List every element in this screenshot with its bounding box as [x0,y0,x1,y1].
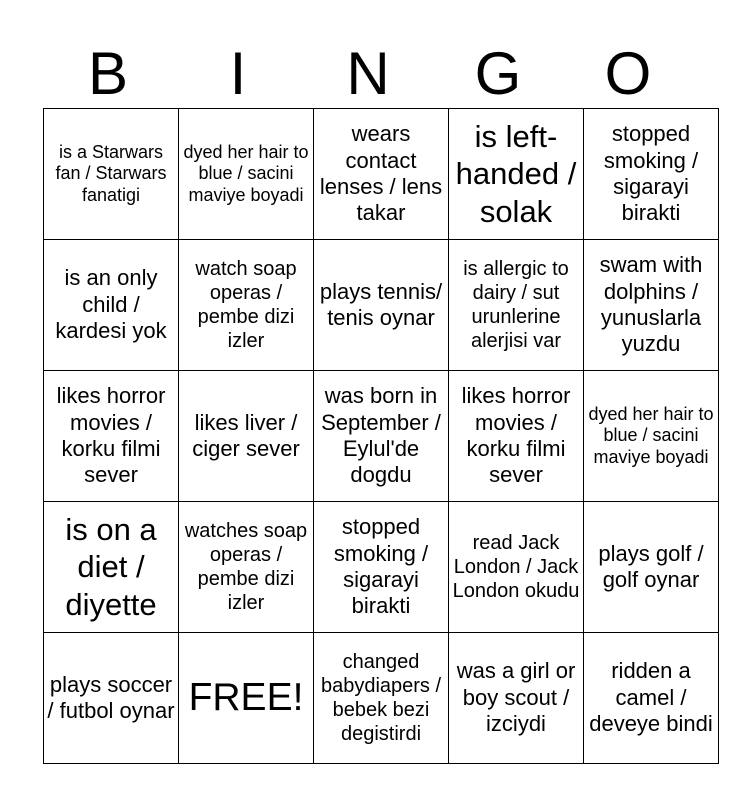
bingo-cell[interactable]: stopped smoking / sigarayi birakti [314,502,449,633]
card-row [44,633,719,764]
bingo-cell[interactable]: is a Starwars fan / Starwars fanatigi [44,109,179,240]
header-letter-i: I [229,40,247,107]
bingo-cell[interactable]: is left-handed / solak [449,109,584,240]
card-row [44,240,719,371]
bingo-cell[interactable]: wears contact lenses / lens takar [314,109,449,240]
bingo-header [43,40,693,108]
bingo-cell[interactable]: is on a diet / diyette [44,502,179,633]
bingo-cell[interactable]: likes horror movies / korku filmi sever [44,371,179,502]
bingo-cell[interactable]: plays soccer / futbol oynar [44,633,179,764]
header-letter-g: G [474,40,522,107]
bingo-cell[interactable]: ridden a camel / deveye bindi [584,633,719,764]
card-row [44,109,719,240]
bingo-cell[interactable]: swam with dolphins / yunuslarla yuzdu [584,240,719,371]
bingo-cell[interactable]: watches soap operas / pembe dizi izler [179,502,314,633]
bingo-cell[interactable]: is an only child / kardesi yok [44,240,179,371]
bingo-cell[interactable]: plays tennis/ tenis oynar [314,240,449,371]
bingo-card [43,108,719,764]
card-row [44,371,719,502]
bingo-cell[interactable]: likes liver / ciger sever [179,371,314,502]
header-letter-n: N [346,40,390,107]
bingo-cell[interactable]: plays golf / golf oynar [584,502,719,633]
free-cell[interactable]: FREE! [179,633,314,764]
header-letter-o: O [604,40,652,107]
bingo-cell[interactable]: stopped smoking / sigarayi birakti [584,109,719,240]
bingo-cell[interactable]: dyed her hair to blue / sacini maviye boyadi [584,371,719,502]
bingo-cell[interactable]: was born in September / Eylul'de dogdu [314,371,449,502]
bingo-cell[interactable]: dyed her hair to blue / sacini maviye boyadi [179,109,314,240]
bingo-cell[interactable]: is allergic to dairy / sut urunlerine alerjisi var [449,240,584,371]
bingo-cell[interactable]: was a girl or boy scout / izciydi [449,633,584,764]
bingo-cell[interactable]: changed babydiapers / bebek bezi degistirdi [314,633,449,764]
bingo-cell[interactable]: read Jack London / Jack London okudu [449,502,584,633]
card-row [44,502,719,633]
bingo-cell[interactable]: likes horror movies / korku filmi sever [449,371,584,502]
header-letter-b: B [87,40,129,107]
bingo-cell[interactable]: watch soap operas / pembe dizi izler [179,240,314,371]
